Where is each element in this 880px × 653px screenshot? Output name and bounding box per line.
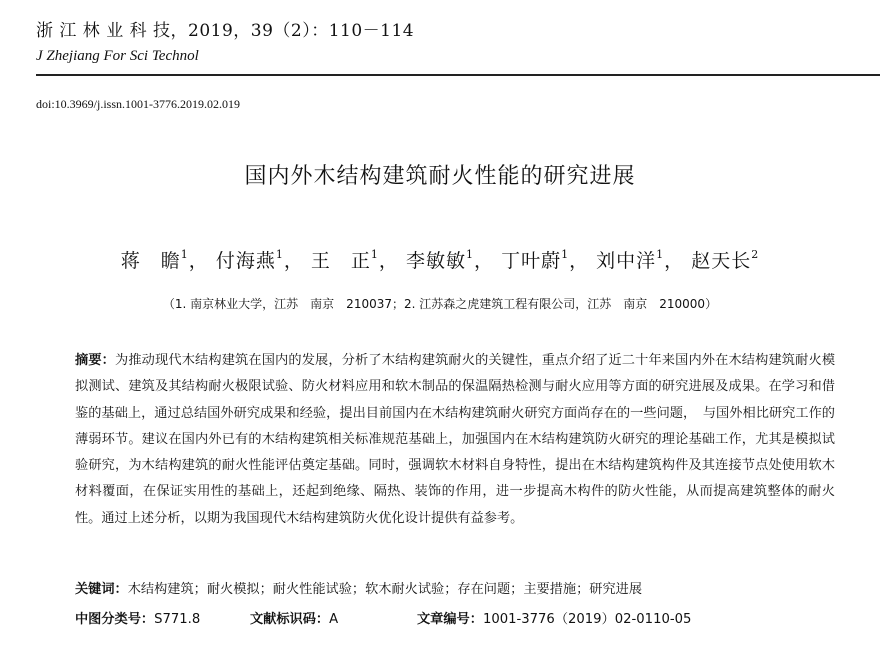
author: [501, 250, 569, 272]
author-separator: ，: [569, 250, 590, 272]
affiliations: （1. 南京林业大学，江苏 南京 210037；2. 江苏森之虎建筑工程有限公司，江苏 南京 210000）: [162, 297, 718, 311]
author-separator: ，: [664, 250, 685, 272]
journal-english-name: J Zhejiang For Sci Technol: [36, 48, 199, 64]
author: [406, 250, 474, 272]
author-affiliation-mark: 1: [180, 248, 189, 261]
author: [691, 250, 759, 272]
author-list: [0, 246, 880, 273]
author-name: 丁叶蔚: [501, 250, 562, 272]
keywords-label: 关键词：: [75, 582, 128, 597]
abstract-text: 为推动现代木结构建筑在国内的发展，分析了木结构建筑耐火的关键性，重点介绍了近二十年来国内外在木结构建筑耐火模拟测试、建筑及其结构耐火极限试验、防火材料应用和软木制品的保温隔热检测与耐火应用等方面的研究进展及成果。在学习和借鉴的基础上，通过总结国外研究成果和经验，提出目前国内在木结构建筑耐火研究方面尚存在的一些问题， 与国外相比研究工作的薄弱环节。建议在国内外已有的木结构建筑相关标准规范基础上，加强国内在木结构建筑防火研究的理论基础工作，尤其是模拟试验研究，为木结构建筑的耐火性能评估奠定基础。同时，强调软木材料自身特性，提出在木结构建筑构件及其连接节点处使用软木材料覆面，在保证实用性的基础上，还起到绝缘、隔热、装饰的作用，进一步提高木构件的防火性能，从而提高建筑整体的耐火性。通过上述分析，以期为我国现代木结构建筑防火优化设计提供有益参考。: [75, 353, 836, 526]
document-code-value: A: [329, 612, 339, 627]
author-separator: ，: [474, 250, 495, 272]
author: [311, 250, 379, 272]
author-name: 李敏敏: [405, 250, 466, 272]
abstract: [75, 348, 835, 532]
author-affiliation-mark: 2: [751, 248, 760, 261]
document-code-label: 文献标识码：: [250, 612, 330, 627]
author-affiliation-mark: 1: [656, 248, 665, 261]
keywords-text: 木结构建筑；耐火模拟；耐火性能试验；软木耐火试验；存在问题；主要措施；研究进展: [127, 582, 643, 597]
author-name: 王 正: [310, 250, 371, 272]
author-name: 刘中洋: [596, 250, 657, 272]
abstract-label: 摘要：: [75, 353, 116, 368]
journal-citation: 浙 江 林 业 科 技，2019，39（2）：110－114: [36, 21, 415, 41]
author-affiliation-mark: 1: [561, 248, 570, 261]
clc-number: [75, 608, 250, 627]
article-number: [417, 608, 691, 627]
clc-label: 中图分类号：: [75, 612, 155, 627]
paper-title: 国内外木结构建筑耐火性能的研究进展: [244, 164, 636, 189]
article-number-label: 文章编号：: [417, 612, 483, 627]
doi[interactable]: doi:10.3969/j.issn.1001-3776.2019.02.019: [36, 97, 241, 111]
author-separator: ，: [188, 250, 209, 272]
author-affiliation-mark: 1: [466, 248, 474, 261]
header-divider: [36, 74, 880, 76]
author: [121, 250, 189, 272]
author-affiliation-mark: 1: [275, 248, 284, 261]
author-name: 蒋 瞻: [120, 250, 181, 272]
document-code: [250, 608, 417, 627]
author-separator: ，: [283, 250, 304, 272]
author: [216, 250, 284, 272]
keywords: [75, 578, 855, 597]
author-affiliation-mark: 1: [370, 248, 379, 261]
author-name: 付海燕: [215, 250, 276, 272]
author-separator: ，: [378, 250, 399, 272]
classification-line: [75, 608, 855, 627]
author-name: 赵天长: [691, 250, 752, 272]
article-number-value: 1001-3776（2019）02-0110-05: [482, 612, 692, 627]
clc-value: S771.8: [154, 612, 201, 627]
author: [596, 250, 664, 272]
